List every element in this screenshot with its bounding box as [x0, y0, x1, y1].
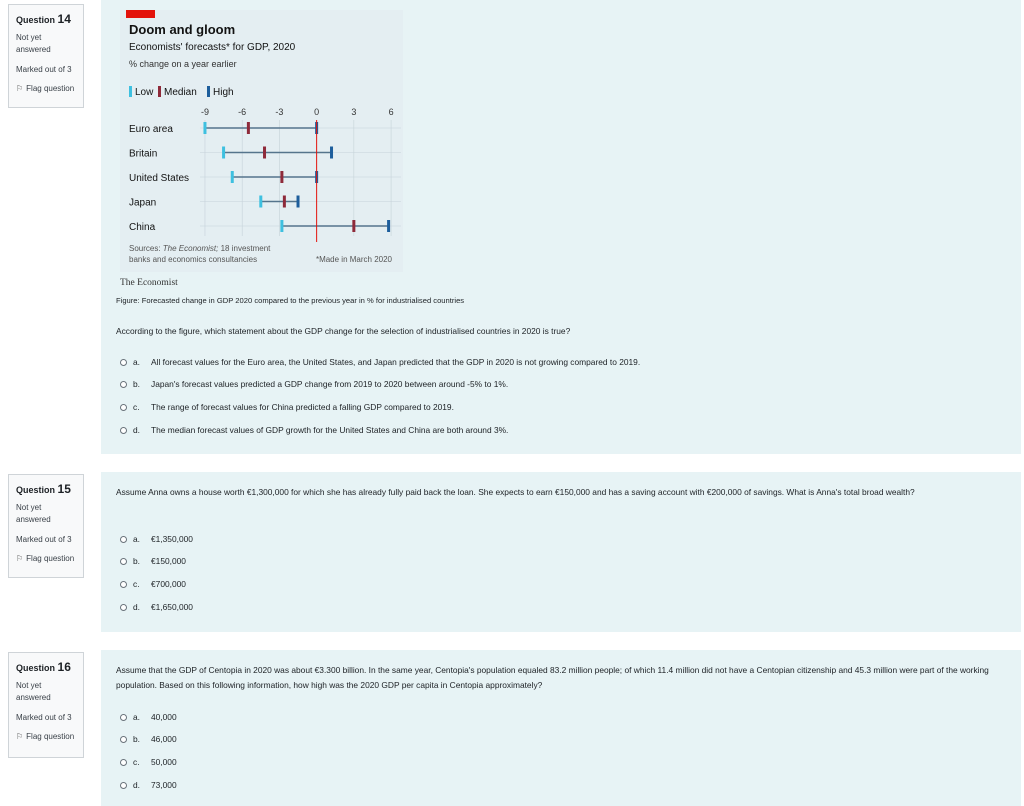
radio-b[interactable] — [120, 381, 127, 388]
answer-option-a[interactable]: a. 40,000 — [120, 710, 177, 724]
legend-swatch-low — [129, 86, 132, 97]
radio-c[interactable] — [120, 759, 127, 766]
legend-swatch-median — [158, 86, 161, 97]
chart-footnote: *Made in March 2020 — [315, 255, 392, 264]
question-number: Question 16 — [16, 660, 71, 674]
marker-high — [330, 147, 333, 159]
marker-high — [387, 220, 390, 232]
flag-icon: ⚐ — [16, 554, 24, 564]
radio-d[interactable] — [120, 782, 127, 789]
marker-median — [352, 220, 355, 232]
marker-median — [247, 122, 250, 134]
marker-low — [280, 220, 283, 232]
chart-plot — [120, 10, 403, 272]
radio-b[interactable] — [120, 558, 127, 565]
answer-option-d[interactable]: d. 73,000 — [120, 778, 177, 792]
marker-median — [263, 147, 266, 159]
category-label: Britain — [129, 148, 158, 160]
question-number: Question 14 — [16, 12, 71, 26]
flag-question-link[interactable]: ⚐ Flag question — [16, 84, 75, 94]
legend-label-high: High — [213, 87, 234, 98]
category-label: United States — [129, 173, 190, 184]
marker-low — [203, 122, 206, 134]
marker-high — [297, 196, 300, 208]
answer-option-c[interactable]: c. 50,000 — [120, 755, 177, 769]
question-grade: Marked out of 3 — [16, 712, 72, 722]
flag-question-link[interactable]: ⚐ Flag question — [16, 554, 75, 564]
question-info-16 — [8, 652, 84, 758]
question-grade: Marked out of 3 — [16, 64, 72, 74]
marker-median — [283, 196, 286, 208]
radio-d[interactable] — [120, 604, 127, 611]
chart-sources-line2: banks and economics consultancies — [129, 255, 258, 264]
flag-icon: ⚐ — [16, 732, 24, 742]
question-text-15: Assume Anna owns a house worth €1,300,000 for which she has already fully paid back the loan. She expects to earn €150,000 and has a saving account with €200,000 of savings. What is Anna's total broad wealth? — [116, 487, 915, 497]
x-tick-label: 3 — [351, 107, 357, 117]
question-state: Not yet answered — [16, 33, 51, 54]
question-info-15 — [8, 474, 84, 578]
figure-source-label: The Economist — [120, 278, 178, 288]
question-state: Not yet answered — [16, 503, 51, 524]
answer-option-d[interactable]: d. €1,650,000 — [120, 600, 193, 614]
x-tick-label: -9 — [200, 107, 209, 117]
category-label: Euro area — [129, 124, 173, 135]
marker-median — [280, 171, 283, 183]
question-state: Not yet answered — [16, 681, 51, 702]
answer-option-c[interactable]: c. €700,000 — [120, 577, 186, 591]
radio-a[interactable] — [120, 359, 127, 366]
marker-low — [222, 147, 225, 159]
flag-question-link[interactable]: ⚐ Flag question — [16, 732, 75, 742]
figure-caption: Figure: Forecasted change in GDP 2020 compared to the previous year in % for industrialised countries — [116, 296, 465, 305]
marker-low — [259, 196, 262, 208]
question-text-16: Assume that the GDP of Centopia in 2020 was about €3.300 billion. In the same year, Centopia's population equaled 83.2 million people; of which 11.4 million did not have a Centopian citizenship and 45.3 million were part of the working population. Based on this following information, how high was the 2020 GDP per capita in Centopia approximately? — [116, 665, 989, 690]
legend-label-median: Median — [164, 87, 197, 98]
answer-option-b[interactable]: b. €150,000 — [120, 554, 186, 568]
answer-option-b[interactable]: b. 46,000 — [120, 732, 177, 746]
question-number: Question 15 — [16, 482, 71, 496]
x-tick-label: 0 — [314, 107, 320, 117]
marker-low — [231, 171, 234, 183]
legend-label-low: Low — [135, 87, 154, 98]
legend-swatch-high — [207, 86, 210, 97]
radio-c[interactable] — [120, 404, 127, 411]
radio-a[interactable] — [120, 536, 127, 543]
answer-option-c[interactable]: c. The range of forecast values for China predicted a falling GDP compared to 2019. — [120, 400, 454, 414]
answer-option-b[interactable]: b. Japan's forecast values predicted a GDP change from 2019 to 2020 between around -5% to 1%. — [120, 377, 508, 391]
category-label: Japan — [129, 197, 157, 209]
chart-unit-label: % change on a year earlier — [129, 59, 237, 69]
answer-option-a[interactable]: a. All forecast values for the Euro area, the United States, and Japan predicted that the GDP in 2020 is not growing compared to 2019. — [120, 355, 640, 369]
x-tick-label: -6 — [238, 107, 247, 117]
radio-a[interactable] — [120, 714, 127, 721]
radio-d[interactable] — [120, 427, 127, 434]
chart-subtitle: Economists' forecasts* for GDP, 2020 — [129, 42, 296, 53]
chart-sources: Sources: The Economist; 18 investment — [129, 244, 271, 253]
question-text-14: According to the figure, which statement about the GDP change for the selection of industrialised countries in 2020 is true? — [116, 326, 571, 336]
flag-icon: ⚐ — [16, 84, 24, 94]
x-tick-label: 6 — [388, 107, 394, 117]
question-info-14 — [8, 4, 84, 108]
chart-title: Doom and gloom — [129, 22, 236, 37]
radio-b[interactable] — [120, 736, 127, 743]
category-label: China — [129, 222, 156, 233]
x-tick-label: -3 — [275, 107, 284, 117]
answer-option-d[interactable]: d. The median forecast values of GDP growth for the United States and China are both around 3%. — [120, 423, 508, 437]
answer-option-a[interactable]: a. €1,350,000 — [120, 532, 193, 546]
chart-figure — [120, 10, 403, 272]
radio-c[interactable] — [120, 581, 127, 588]
question-grade: Marked out of 3 — [16, 534, 72, 544]
